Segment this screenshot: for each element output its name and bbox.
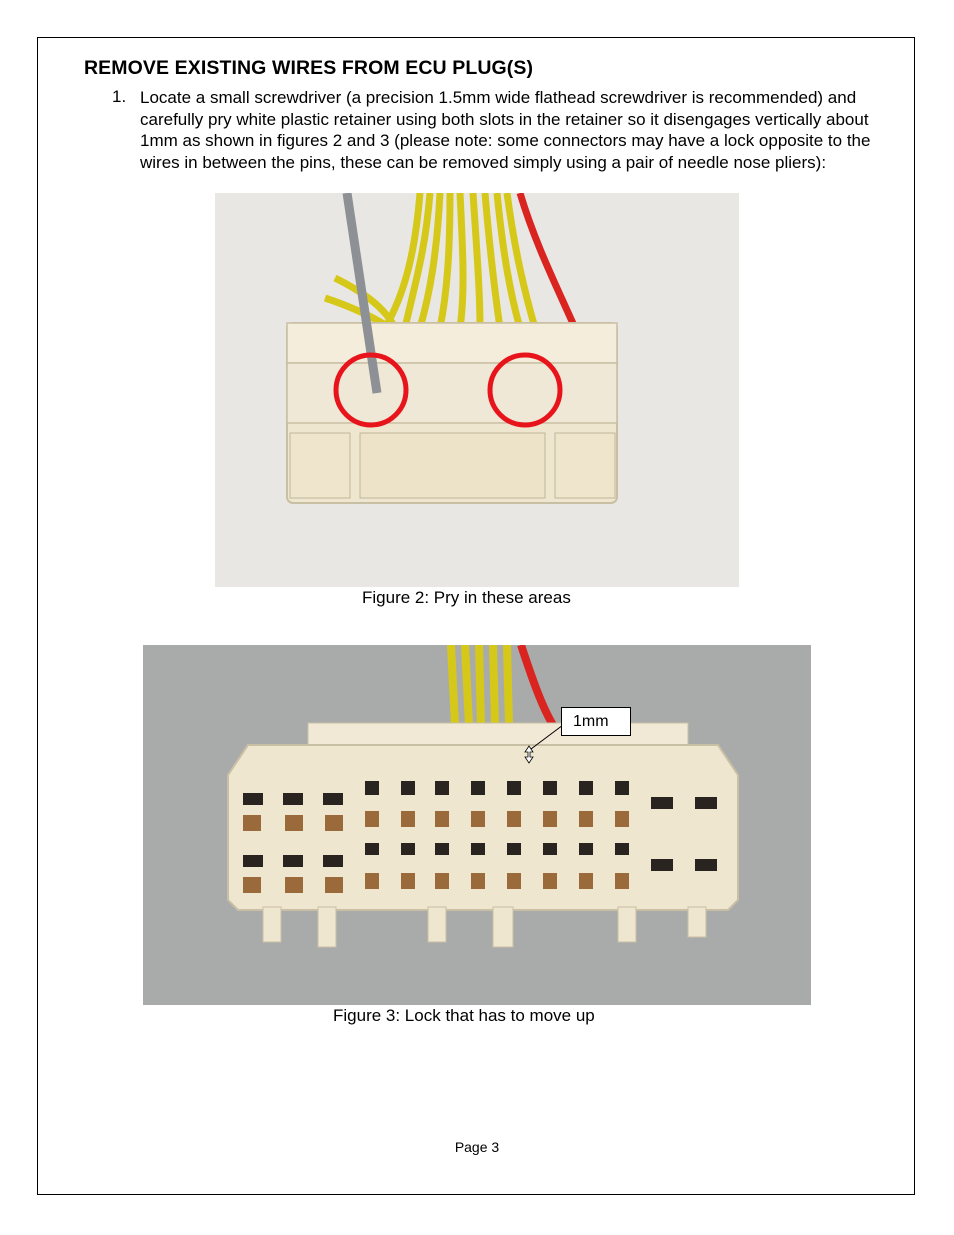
page-number: Page 3 — [454, 1139, 500, 1155]
figure-2-photo — [215, 193, 739, 587]
figure-2-caption: Figure 2: Pry in these areas — [362, 588, 571, 607]
step-number: 1. — [112, 87, 127, 106]
callout-1mm-label: 1mm — [561, 707, 631, 736]
figure-3-photo — [143, 645, 811, 1005]
step-text: Locate a small screwdriver (a precision 1.5mm wide flathead screwdriver is recommended) and carefully pry white plastic retainer using both slots in the retainer so it disengages vertically about 1mm as shown in figures 2 and 3 (please note: some connectors may have a lock opposite to the wires in between the pins, these can be removed simply using a pair of needle nose pliers): — [140, 88, 871, 172]
figure-3-caption: Figure 3: Lock that has to move up — [333, 1006, 595, 1025]
section-heading: REMOVE EXISTING WIRES FROM ECU PLUG(S) — [84, 57, 534, 79]
